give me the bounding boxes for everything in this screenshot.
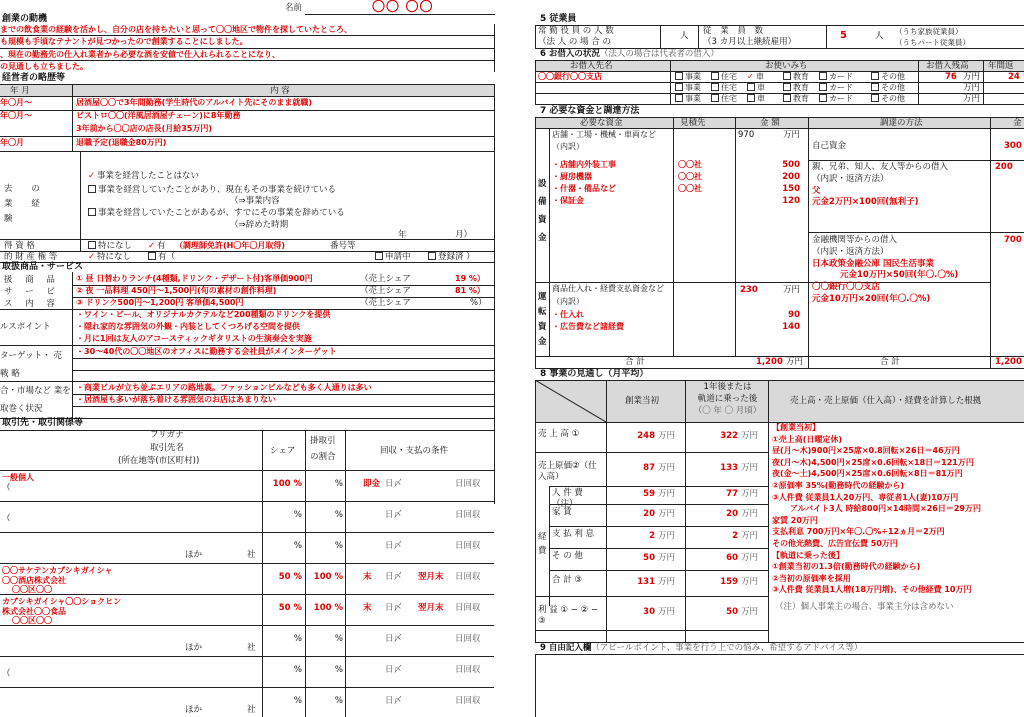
ip-yes-checkbox[interactable]: 有（ — [148, 252, 175, 263]
employees-value: 5 — [840, 30, 847, 41]
basis-line-9: 家賃 20万円 — [772, 515, 818, 525]
loan-use-3-5[interactable]: カード — [819, 94, 853, 104]
section8-title: 8 事業の見通し（月平均） — [540, 369, 649, 379]
funds-total-label: 合 計 — [625, 357, 645, 367]
target-text: ・30〜40代の〇〇地区のオフィスに勤務する会社員がメインターゲット — [76, 347, 337, 356]
bank-loan-detail-1: 日本政策金融公庫 国民生活事業 — [812, 259, 934, 269]
equipment-amount-1: 500 — [782, 160, 800, 170]
partner-kake-5: 100 % — [313, 603, 343, 613]
loan-col-balance: お借入残高 — [926, 61, 969, 71]
history-content-1: 居酒屋〇〇で3年間勤務(学生時代のアルバイト先にそのまま就職) — [76, 98, 312, 107]
funds-col-need: 必要な資金 — [580, 118, 623, 128]
product-share-1: 19 %） — [455, 274, 485, 283]
partner-kake-3: % — [334, 541, 343, 551]
family-loan-label: 親、兄弟、知人、友人等からの借入 — [812, 162, 949, 172]
qual-none-checkbox[interactable]: 特になし — [88, 241, 132, 252]
partner-others-label-3: ほか — [185, 550, 203, 560]
equipment-amount-2: 200 — [782, 172, 800, 182]
loan-use-1-3[interactable]: ✓ 車 — [747, 72, 764, 81]
partner-cond-close-6: 日〆 — [385, 634, 403, 644]
forecast-after-5: 2 — [732, 531, 738, 541]
loan-use-2-4[interactable]: 教育 — [783, 83, 809, 93]
equipment-total-unit: 万円 — [783, 130, 801, 140]
section3-title: 取扱商品・サービス — [2, 262, 84, 272]
method-total-label: 合 計 — [880, 357, 900, 367]
loan-use-1-1[interactable]: 事業 — [675, 72, 701, 82]
loan-use-2-6[interactable]: その他 — [871, 83, 905, 93]
product-share-2: 81 %） — [455, 286, 485, 295]
product-item-1: ① 昼 日替わりランチ(4種類,ドリンク・デザート付)客単価900円 — [76, 274, 313, 283]
operating-item-1-amount: 90 — [788, 310, 800, 320]
basis-line-2: ①売上高(日曜定休) — [772, 434, 843, 444]
bank-loan-detail-3: 〇〇銀行〇〇支店 — [812, 282, 881, 292]
section2-title: 経営者の略歴等 — [2, 73, 66, 83]
partner-cond-day-4: 末 — [363, 572, 372, 582]
partner-cond-collect-8: 日回収 — [455, 696, 481, 706]
partner-share-8: % — [293, 696, 302, 706]
name-value: 〇〇 〇〇 — [372, 0, 434, 15]
ip-registered-checkbox[interactable]: 登録済 ） — [428, 252, 475, 263]
past-experience-label: 去 の 業 経 験 — [4, 184, 48, 224]
loan-col-lender: お借入先名 — [570, 61, 613, 71]
officers-label-1: 常 勤 役 員 の 人 数 — [538, 26, 614, 36]
forecast-start-5: 2 — [649, 531, 655, 541]
forecast-after-unit-2: 万円 — [741, 463, 759, 473]
partner-others-label-6: ほか — [185, 643, 203, 653]
history-content-2: ビストロ〇〇(洋風居酒屋チェーン)に8年勤務 — [76, 111, 241, 120]
loan-use-2-5[interactable]: カード — [819, 83, 853, 93]
equipment-item-2: ・厨房機器 — [552, 172, 592, 181]
loan-col-use: お使いみち — [765, 61, 808, 71]
share-header: シェア — [270, 446, 296, 456]
method-total-amount: 1,200 — [995, 357, 1022, 367]
bank-loan-detail-4: 元金10万円×20回(年〇.〇%) — [812, 294, 931, 304]
forecast-col-after-1: 1年後または — [703, 382, 752, 392]
forecast-start-unit-1: 万円 — [658, 431, 676, 441]
officers-unit: 人 — [680, 31, 689, 41]
forecast-after-1: 322 — [720, 431, 738, 441]
kake-header-1: 掛取引 — [310, 436, 336, 446]
partner-cond-collect-7: 日回収 — [455, 665, 481, 675]
funds-col-amount: 金 額 — [760, 118, 780, 128]
forecast-after-7: 159 — [720, 577, 738, 587]
forecast-start-6: 50 — [643, 553, 655, 563]
partner-sub-2: （ — [2, 514, 11, 524]
equipment-amount-3: 150 — [782, 184, 800, 194]
exp-current-content: （⇒事業内容 — [230, 196, 280, 206]
family-loan-detail-1: 父 — [812, 186, 821, 196]
operating-funds-label: 運 転 資 金 — [538, 292, 547, 347]
partner-kake-2: % — [334, 510, 343, 520]
operating-intro-2: （内訳） — [552, 297, 584, 306]
history-year-4: 年〇月 — [0, 138, 24, 147]
equipment-vendor-2: 〇〇社 — [678, 172, 702, 181]
forecast-start-8: 30 — [643, 607, 655, 617]
product-item-2: ② 夜 一品料理 450円〜1,500円(旬の素材の創作料理) — [76, 286, 277, 295]
section7-title: 7 必要な資金と調達方法 — [540, 106, 640, 116]
partner-address-4: 〇〇区〇〇 — [12, 585, 52, 594]
forecast-after-unit-3: 万円 — [741, 489, 759, 499]
partner-cond-close-7: 日〆 — [385, 665, 403, 675]
qual-yes-checkbox[interactable]: ✓ 有 — [148, 241, 166, 251]
partner-cond-close-4: 日〆 — [385, 572, 403, 582]
partner-share-3: % — [293, 541, 302, 551]
qualification-label: 得 資 格 — [4, 241, 35, 251]
basis-line-8: アルバイト3人 時給800円×14時間×26日＝29万円 — [790, 504, 981, 514]
exp-quit-year: 年 — [398, 230, 407, 240]
history-content-4: 退職予定(退職金80万円) — [76, 138, 167, 147]
equipment-item-3: ・什器・備品など — [552, 184, 616, 193]
partner-share-7: % — [293, 665, 302, 675]
equipment-item-1: ・店舗内外装工事 — [552, 160, 616, 169]
ip-pending-checkbox[interactable]: 申請中 — [375, 252, 411, 263]
condition-header: 回収・支払の条件 — [380, 446, 449, 456]
exp-quit-period: （⇒辞めた時期 — [230, 220, 289, 230]
forecast-after-2: 133 — [720, 463, 738, 473]
forecast-label-1: 売 上 高 ① — [538, 429, 580, 439]
partner-sub-4: 〇〇酒店株式会社 — [2, 576, 66, 585]
partner-others-label-8: ほか — [185, 705, 203, 715]
kake-header-2: の割合 — [310, 452, 336, 462]
partner-kake-7: % — [334, 665, 343, 675]
employees-label-1: 従 業 員 数 — [703, 26, 767, 36]
forecast-col-after-3: （〇 年 〇 月頃） — [693, 406, 762, 416]
basis-line-3: 昼(月〜木)900円×25席×0.8回転×26日＝46万円 — [772, 446, 960, 456]
product-share-label-2: （売上シェア — [360, 286, 411, 296]
loan-use-3-2[interactable]: 住宅 — [711, 94, 737, 104]
bank-loan-sub: （内訳・返済方法） — [812, 247, 889, 257]
partner-name-4: 〇〇サケテンカブシキガイシャ — [2, 566, 113, 575]
operating-item-2: ・広告費など諸経費 — [552, 322, 624, 331]
partner-cond-close-1: 日〆 — [385, 479, 403, 489]
ip-none-checkbox[interactable]: ✓ 特になし — [88, 252, 132, 262]
officers-label-2: （法 人 の 場 合 の — [538, 37, 612, 47]
forecast-after-6: 60 — [726, 553, 738, 563]
forecast-after-8: 50 — [726, 607, 738, 617]
exp-option-quit[interactable]: 事業を経営していたことがあるが、すでにその事業を辞めている — [88, 208, 345, 219]
equipment-intro-1: 店舗・工場・機械・車両など — [552, 130, 656, 139]
partner-others-unit-6: 社 — [247, 643, 256, 653]
motive-line-4: の見通しも立ちました。 — [0, 62, 88, 71]
loan-use-3-4[interactable]: 教育 — [783, 94, 809, 104]
loan-col-repay: 年間返 — [988, 61, 1014, 71]
basis-line-15: ③人件費 従業員1人増(18万円増)、その他経費 10万円 — [772, 585, 972, 595]
forecast-after-unit-8: 万円 — [741, 607, 759, 617]
forecast-label-8: 利 益 ① − ② − ③ — [538, 605, 598, 626]
equipment-amount-4: 120 — [782, 196, 800, 206]
forecast-after-unit-7: 万円 — [741, 577, 759, 587]
loan-use-1-2[interactable]: 住宅 — [711, 72, 737, 82]
partner-share-4: 50 % — [278, 572, 302, 582]
partner-cond-collect-1: 日回収 — [455, 479, 481, 489]
partner-cond-collect-3: 日回収 — [455, 541, 481, 551]
partner-sub-7: （ — [2, 669, 11, 679]
forecast-start-3: 59 — [643, 489, 655, 499]
forecast-label-2: 売上原価②（仕入高） — [538, 461, 597, 482]
forecast-label-7: 合 計 ③ — [552, 575, 583, 585]
exp-option-current[interactable]: 事業を経営していたことがあり、現在もその事業を続けている — [88, 185, 336, 196]
product-share-label-1: （売上シェア — [360, 274, 411, 284]
partner-kake-4: 100 % — [313, 572, 343, 582]
funds-total-amount: 1,200 — [756, 357, 783, 367]
forecast-after-unit-1: 万円 — [741, 431, 759, 441]
history-year-2: 年〇月〜 — [0, 111, 32, 120]
loan-use-3-3[interactable]: 車 — [747, 94, 765, 104]
employees-label-2: （3 カ月以上継続雇用） — [703, 37, 797, 47]
partner-name-1: 一般個人 — [2, 473, 34, 482]
partner-cond-pay-5: 翌月末 — [418, 603, 444, 613]
funds-col-quote: 見積先 — [680, 118, 706, 128]
partner-kake-1: % — [334, 479, 343, 489]
operating-total: 230 — [740, 285, 758, 295]
loan-balance-1: 76 — [945, 72, 957, 82]
product-share-label-3: （売上シェア — [360, 298, 411, 308]
family-employees-note: （うち家族従業員） — [895, 27, 963, 36]
exp-quit-month: 月） — [455, 230, 473, 240]
loan-use-1-4[interactable]: 教育 — [783, 72, 809, 82]
partner-cond-day-1: 即金 — [363, 479, 381, 489]
partner-cond-pay-4: 翌月末 — [418, 572, 444, 582]
forecast-label-5: 支 払 利 息 — [552, 529, 595, 539]
partner-others-unit-3: 社 — [247, 550, 256, 560]
expenses-group-label: 経 費 — [538, 532, 547, 556]
forecast-label-4: 家 賃 — [552, 507, 572, 517]
loan-repay-1: 24 — [1008, 72, 1020, 82]
partner-kake-6: % — [334, 634, 343, 644]
partner-cond-close-8: 日〆 — [385, 696, 403, 706]
market-line-2: ・居酒屋も多いが落ち着ける雰囲気のお店はあまりない — [76, 395, 276, 404]
sales-point-1: ・ワイン・ビール、オリジナルカクテルなど200種類のドリンクを提供 — [76, 310, 331, 319]
market-line-1: ・商業ビルが立ち並ぶエリアの路地裏。ファッションビルなども多く人通りは多い — [76, 383, 372, 392]
operating-total-unit: 万円 — [783, 285, 801, 295]
products-label: 扱 商 品 サ ー ビ ス 内 容 — [4, 275, 60, 309]
furigana-header: フリガナ — [150, 430, 184, 440]
basis-line-4: 夜(月〜木)4,500円×25席×0.6回転×18日＝121万円 — [772, 457, 974, 467]
partner-kake-8: % — [334, 696, 343, 706]
loan-balance-unit-2: 万円 — [963, 83, 981, 93]
section9-title: 9 自由記入欄（アピールポイント、事業を行う上での悩み、希望するアドバイス等） — [540, 643, 863, 653]
equipment-funds-label: 設 備 資 金 — [538, 179, 547, 243]
partner-name-5: カブシキガイシャ〇〇ショクヒン — [2, 597, 122, 606]
forecast-start-unit-2: 万円 — [658, 463, 676, 473]
operating-item-1: ・仕入れ — [552, 310, 584, 319]
bank-loan-label: 金融機関等からの借入 — [812, 235, 898, 245]
loan-lender-1: 〇〇銀行〇〇支店 — [538, 72, 602, 81]
basis-line-11: その他光熱費、広告宣伝費 50万円 — [772, 539, 898, 548]
family-loan-sub: （内訳・返済方法） — [812, 174, 889, 184]
forecast-col-basis: 売上高・売上原価（仕入高）・経費を計算した根拠 — [790, 396, 982, 406]
forecast-after-unit-4: 万円 — [741, 509, 759, 519]
forecast-start-2: 87 — [643, 463, 655, 473]
motive-line-1: までの飲食業の経験を活かし、自分の店を持ちたいと思って〇〇地区で物件を探していたところ、 — [0, 25, 352, 34]
family-loan-detail-2: 元金2万円×100回(無利子) — [812, 197, 919, 207]
section4-title: 取引先・取引関係等 — [2, 418, 84, 428]
partner-cond-collect-4: 日回収 — [455, 572, 481, 582]
loan-use-2-2[interactable]: 住宅 — [711, 83, 737, 93]
forecast-start-unit-4: 万円 — [658, 509, 676, 519]
forecast-start-unit-8: 万円 — [658, 607, 676, 617]
equipment-vendor-3: 〇〇社 — [678, 184, 702, 193]
free-entry-area[interactable] — [540, 660, 1020, 714]
forecast-col-start: 創業当初 — [625, 396, 660, 406]
history-col-year: 年 月 — [10, 86, 30, 96]
partner-sub-5: 株式会社〇〇食品 — [2, 607, 66, 616]
loan-balance-unit-1: 万円 — [963, 72, 981, 82]
operating-item-2-amount: 140 — [782, 322, 800, 332]
forecast-label-3: 人 件 費（注） — [552, 488, 583, 509]
sales-point-label: ルスポイント — [0, 322, 51, 332]
target-label: ターゲット・ 売 戦 略 — [0, 351, 62, 379]
funds-total-unit: 万円 — [786, 357, 804, 367]
loan-balance-unit-3: 万円 — [963, 94, 981, 104]
section5-title: 5 従業員 — [540, 14, 577, 24]
forecast-after-unit-6: 万円 — [741, 553, 759, 563]
forecast-after-unit-5: 万円 — [741, 531, 759, 541]
forecast-start-unit-3: 万円 — [658, 489, 676, 499]
employees-unit: 人 — [875, 31, 884, 41]
forecast-note: （注）個人事業主の場合、事業主分は含めない — [775, 602, 954, 612]
basis-line-12: 【軌道に乗った後】 — [772, 550, 844, 560]
product-item-3: ③ ドリンク500円〜1,200円 客単価4,500円 — [76, 298, 244, 307]
partner-share-5: 50 % — [278, 603, 302, 613]
partner-cond-collect-5: 日回収 — [455, 603, 481, 613]
partner-address-header: (所在地等(市区町村)) — [118, 456, 200, 466]
history-col-content: 内 容 — [270, 86, 290, 96]
qual-number-label: 番号等 — [330, 241, 356, 251]
loan-use-2-3[interactable]: 車 — [747, 83, 765, 93]
sales-point-3: ・月に1回は友人のアコースティックギタリストの生演奏会を実施 — [76, 334, 312, 343]
basis-line-7: ③人件費 従業員1人20万円、専従者1人(妻)10万円 — [772, 492, 959, 502]
forecast-start-4: 20 — [643, 509, 655, 519]
forecast-start-unit-7: 万円 — [658, 577, 676, 587]
partner-address-5: 〇〇区〇〇 — [12, 616, 52, 625]
sales-point-2: ・隠れ家的な雰囲気の外観・内装としてくつろげる空間を提供 — [76, 322, 300, 331]
partner-share-2: % — [293, 510, 302, 520]
basis-line-10: 支払利息 700万円×年〇.〇%÷12ヵ月＝2万円 — [772, 527, 945, 537]
family-loan-amount: 200 — [995, 162, 1013, 172]
section6-title: 6 お借入の状況（法人の場合は代表者の借入） — [540, 49, 719, 59]
equipment-intro-2: （内訳） — [552, 142, 584, 151]
history-content-3: 3年前から〇〇店の店長(月給35万円) — [76, 124, 213, 133]
loan-use-3-1[interactable]: 事業 — [675, 94, 701, 104]
exp-option-none[interactable]: ✓ 事業を経営したことはない — [88, 171, 200, 181]
forecast-col-after-2: 軌道に乗った後 — [697, 394, 758, 404]
partner-share-6: % — [293, 634, 302, 644]
market-label: 合・市場など 業を取巻く状況 — [0, 386, 71, 414]
forecast-label-6: そ の 他 — [552, 551, 583, 561]
history-year-1: 年〇月〜 — [0, 98, 32, 107]
bank-loan-amount: 700 — [1004, 235, 1022, 245]
parttime-employees-note: （うちパート従業員） — [895, 38, 970, 47]
partner-cond-collect-6: 日回収 — [455, 634, 481, 644]
loan-use-3-6[interactable]: その他 — [871, 94, 905, 104]
forecast-start-1: 248 — [637, 431, 655, 441]
own-funds-amount: 300 — [1004, 141, 1022, 151]
partner-cond-collect-2: 日回収 — [455, 510, 481, 520]
bank-loan-detail-2: 元金10万円×50回(年〇.〇%) — [840, 270, 959, 280]
partner-sub-1: （ — [2, 483, 11, 493]
equipment-item-4: ・保証金 — [552, 196, 584, 205]
partner-cond-close-2: 日〆 — [385, 510, 403, 520]
forecast-after-3: 77 — [726, 489, 738, 499]
ip-label: 的 財 産 権 等 — [4, 252, 58, 262]
loan-use-1-5[interactable]: カード — [819, 72, 853, 82]
operating-intro-1: 商品仕入れ・経費支払資金など — [552, 284, 664, 293]
partner-share-1: 100 % — [272, 479, 302, 489]
motive-line-3: 、現在の勤務先の仕入れ業者から必要な酒を安値で仕入れられることになり、 — [0, 50, 280, 59]
loan-use-2-1[interactable]: 事業 — [675, 83, 701, 93]
motive-line-2: も規模も手頃なテナントが見つかったので創業することにしました。 — [0, 37, 248, 46]
basis-line-1: 【創業当初】 — [772, 423, 820, 432]
equipment-total: 970 — [738, 130, 755, 140]
forecast-start-unit-5: 万円 — [658, 531, 676, 541]
diagonal-header-cell — [535, 380, 606, 422]
partner-cond-close-5: 日〆 — [385, 603, 403, 613]
basis-line-6: ②原価率 35%(勤務時代の経験から) — [772, 481, 905, 490]
partner-others-unit-8: 社 — [247, 705, 256, 715]
product-share-3: %） — [470, 298, 487, 308]
partner-name-header: 取引先名 — [150, 443, 185, 453]
qual-value: （調理師免許(H〇年〇月取得) — [175, 241, 286, 250]
partner-cond-day-5: 末 — [363, 603, 372, 613]
basis-line-14: ②当初の原価率を採用 — [772, 573, 851, 583]
partner-cond-close-3: 日〆 — [385, 541, 403, 551]
section1-title: 創業の動機 — [2, 14, 48, 24]
name-label: 名前 — [285, 3, 303, 13]
forecast-start-unit-6: 万円 — [658, 553, 676, 563]
forecast-after-4: 20 — [726, 509, 738, 519]
loan-use-1-6[interactable]: その他 — [871, 72, 905, 82]
funds-col-amount2: 金 — [1013, 118, 1022, 128]
funds-col-method: 調達の方法 — [880, 118, 923, 128]
own-funds-label: 自己資金 — [812, 141, 847, 151]
basis-line-13: ①創業当初の1.3倍(勤務時代の経験から) — [772, 562, 921, 572]
basis-line-5: 夜(金〜土)4,500円×25席×0.6回転×8日＝81万円 — [772, 469, 963, 479]
forecast-start-7: 131 — [637, 577, 655, 587]
equipment-vendor-1: 〇〇社 — [678, 160, 702, 169]
